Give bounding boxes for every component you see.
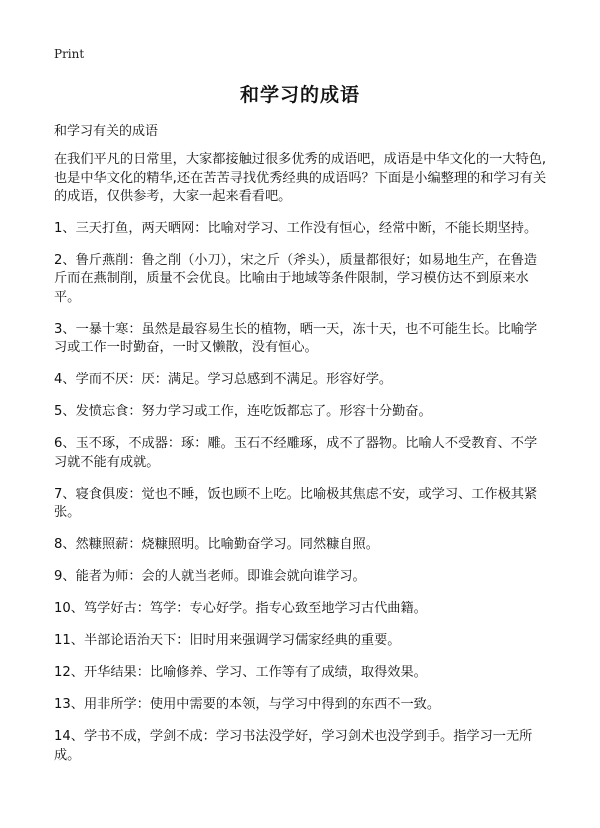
idiom-item-7: 7、寝食俱废：觉也不睡，饭也顾不上吃。比喻极其焦虑不安，或学习、工作极其紧张。 [54, 486, 538, 520]
idiom-item-12: 12、开华结果：比喻修养、学习、工作等有了成绩，取得效果。 [54, 665, 427, 680]
idiom-item-4: 4、学而不厌：厌：满足。学习总感到不满足。形容好学。 [54, 372, 393, 387]
idiom-item-11: 11、半部论语治天下：旧时用来强调学习儒家经典的重要。 [54, 633, 401, 648]
idiom-item-13: 13、用非所学：使用中需要的本领，与学习中得到的东西不一致。 [54, 697, 441, 712]
idiom-item-3: 3、一暴十寒：虽然是最容易生长的植物，晒一天，冻十天，也不可能生长。比喻学习或工作一时勤奋，一时又懒散，没有恒心。 [54, 321, 538, 355]
article-body [54, 151, 548, 779]
idiom-item-8: 8、然糠照薪：烧糠照明。比喻勤奋学习。同然糠自照。 [54, 537, 379, 552]
idiom-item-6: 6、玉不琢，不成器：琢：雕。玉石不经雕琢，成不了器物。比喻人不受教育、不学习就不能有成就。 [54, 436, 538, 470]
idiom-item-2: 2、鲁斤燕削：鲁之削（小刀），宋之斤（斧头），质量都很好；如易地生产，在鲁造斤而在燕制削，质量不会优良。比喻由于地域等条件限制，学习模仿达不到原来水平。 [54, 252, 538, 305]
idiom-item-14: 14、学书不成，学剑不成：学习书法没学好，学习剑术也没学到手。指学习一无所成。 [54, 729, 533, 763]
idiom-item-5: 5、发愤忘食：努力学习或工作，连吃饭都忘了。形容十分勤奋。 [54, 404, 432, 419]
idiom-item-10: 10、笃学好古：笃学：专心好学。指专心致至地学习古代曲籍。 [54, 601, 427, 616]
print-link[interactable]: Print [54, 47, 85, 61]
idiom-item-9: 9、能者为师：会的人就当老师。即谁会就向谁学习。 [54, 569, 366, 584]
page-subtitle: 和学习有关的成语 [54, 124, 159, 139]
idiom-item-1: 1、三天打鱼，两天晒网：比喻对学习、工作没有恒心，经常中断，不能长期坚持。 [54, 220, 538, 236]
intro-paragraph: 在我们平凡的日常里，大家都接触过很多优秀的成语吧，成语是中华文化的一大特色,也是中华文化的精华,还在苦苦寻找优秀经典的成语吗？下面是小编整理的和学习有关的成语，仅供参考，大家一起来看看吧。 [54, 152, 547, 204]
page-title: 和学习的成语 [239, 84, 360, 106]
